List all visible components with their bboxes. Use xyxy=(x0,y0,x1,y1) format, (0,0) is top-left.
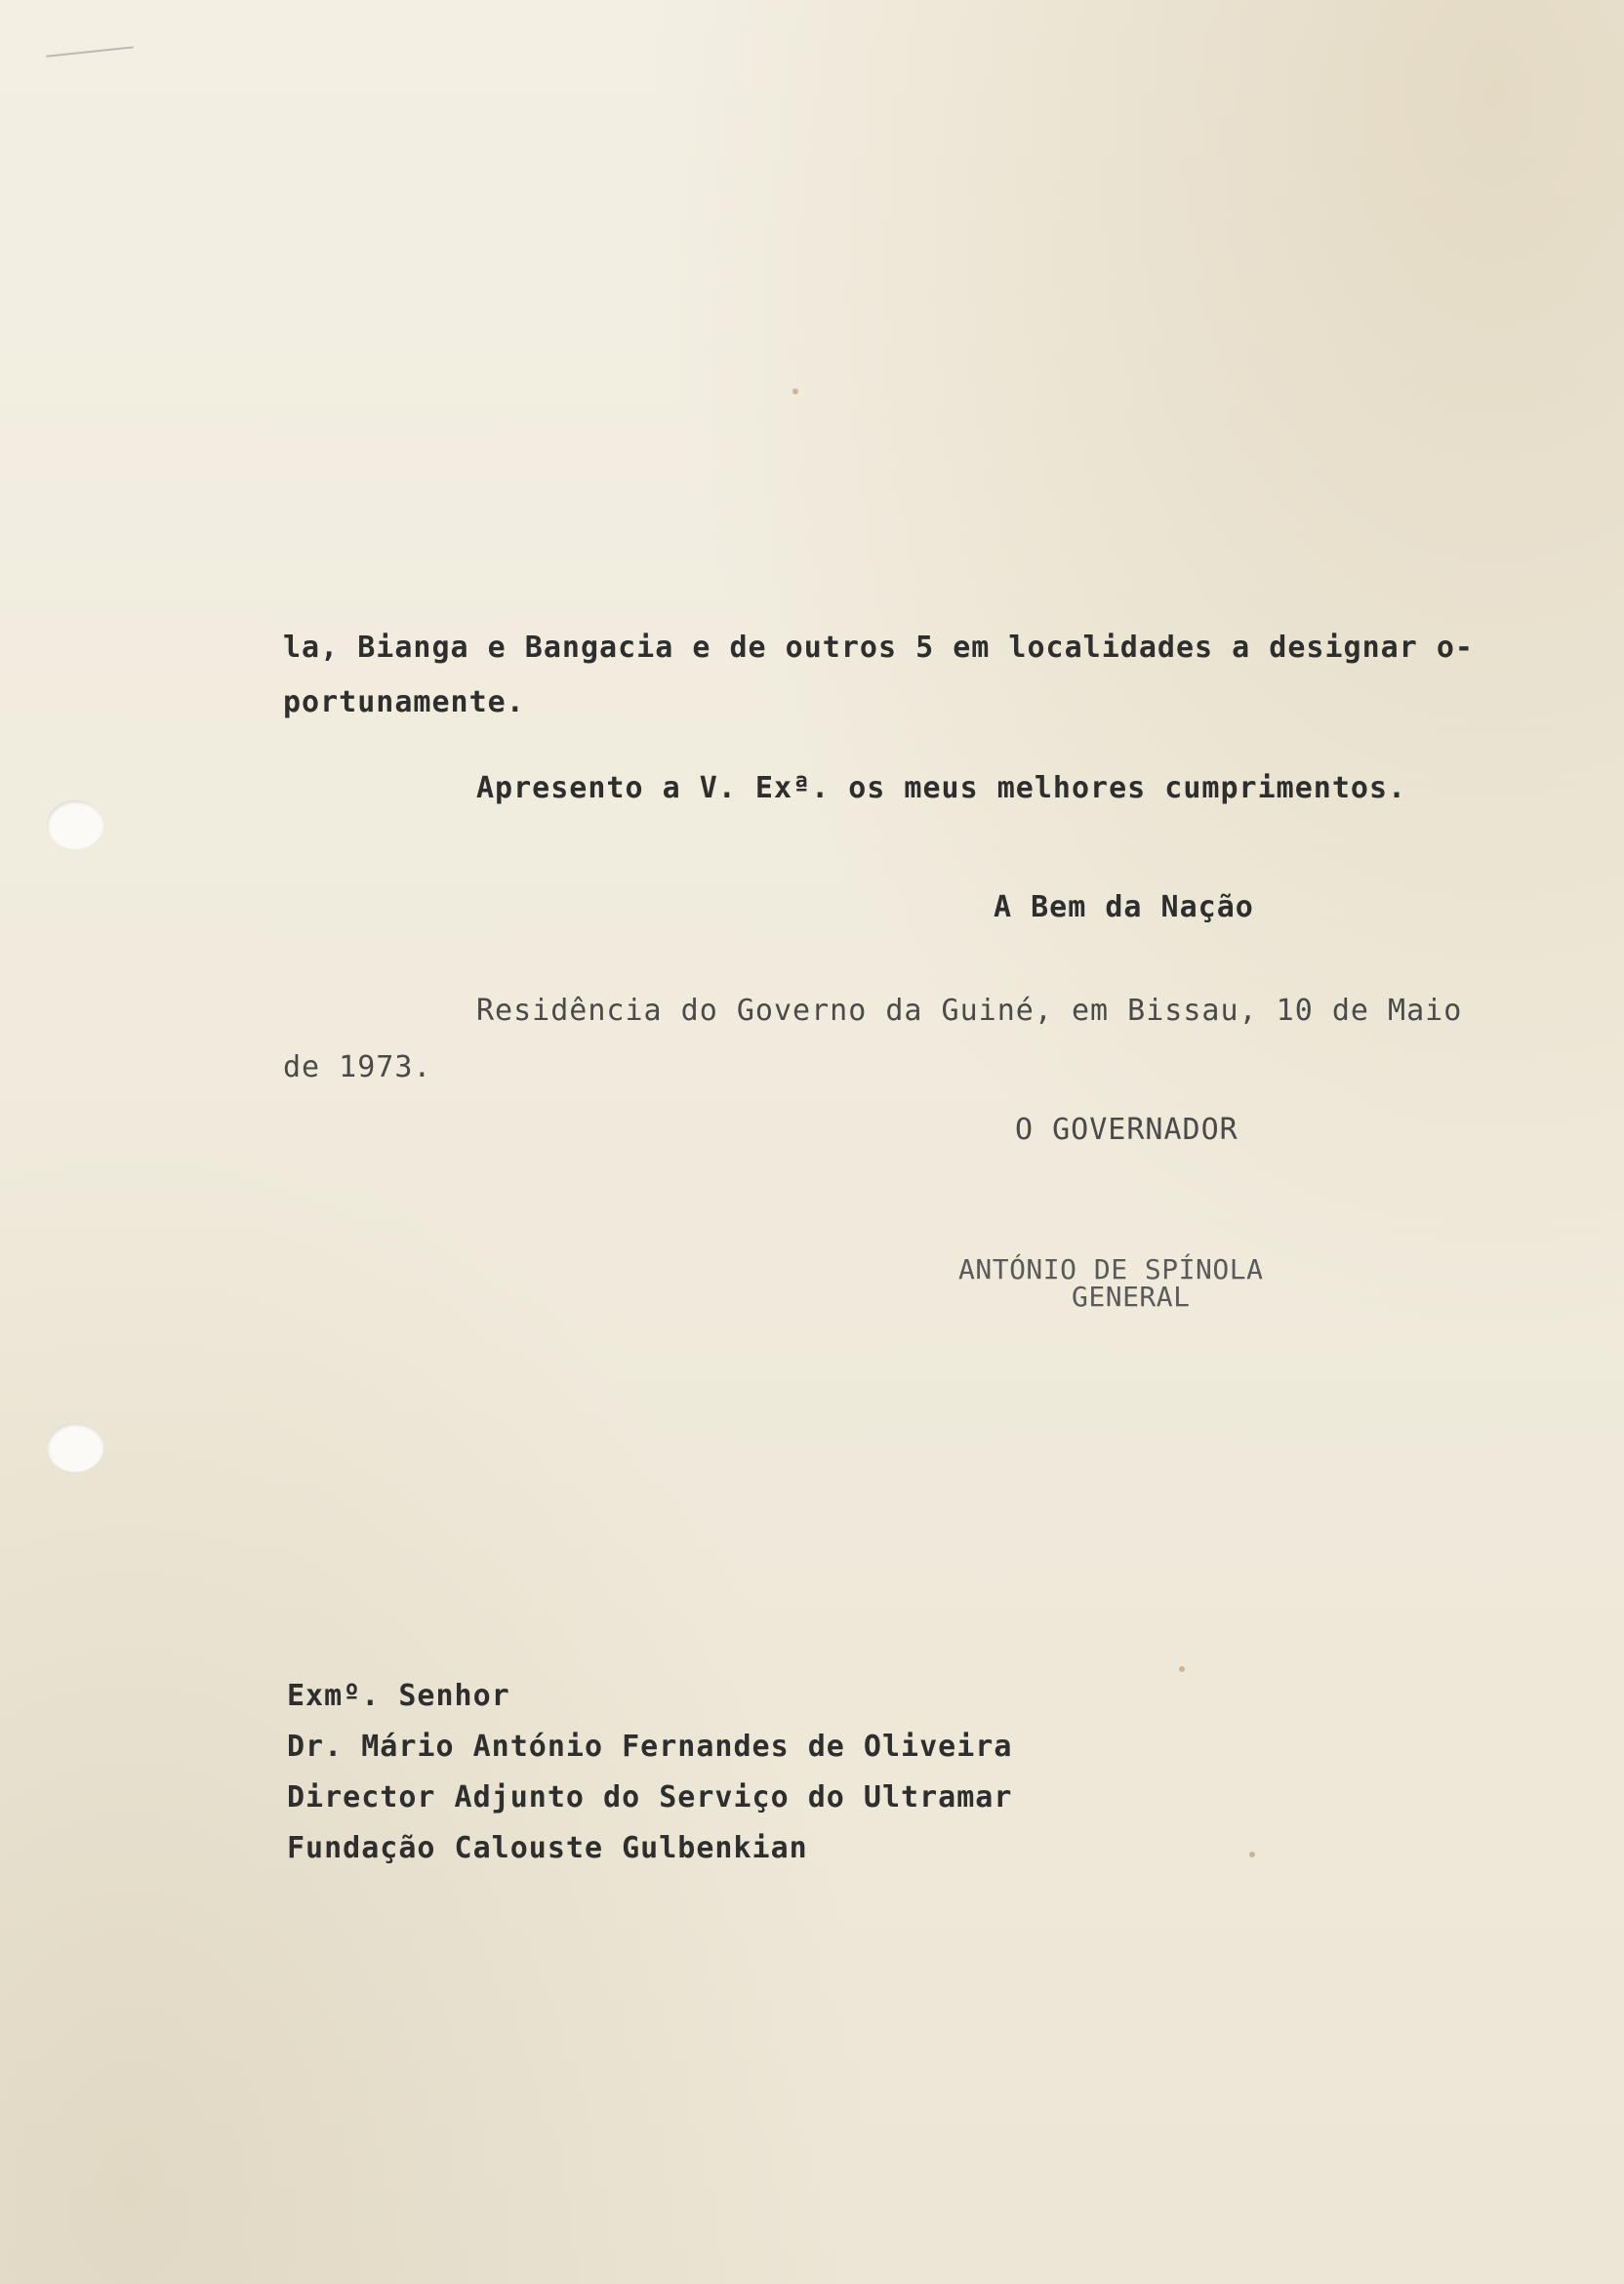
paper-mark xyxy=(46,46,136,74)
motto: A Bem da Nação xyxy=(994,890,1254,924)
paper-speck xyxy=(792,388,798,394)
place-date-line-2: de 1973. xyxy=(283,1050,432,1084)
paper-speck xyxy=(1249,1852,1255,1857)
body-line-1: la, Bianga e Bangacia e de outros 5 em localidades a designar o- xyxy=(283,631,1474,665)
punch-hole-bottom xyxy=(47,1423,103,1472)
signatory-title: O GOVERNADOR xyxy=(1015,1113,1238,1147)
recipient-organization: Fundação Calouste Gulbenkian xyxy=(287,1831,808,1865)
closing-greeting: Apresento a V. Exª. os meus melhores cumprimentos. xyxy=(476,771,1407,805)
place-date-line-1: Residência do Governo da Guiné, em Bissau, 10 de Maio xyxy=(476,994,1463,1028)
signature-stamp-name: ANTÓNIO DE SPÍNOLA xyxy=(958,1253,1264,1285)
recipient-name: Dr. Mário António Fernandes de Oliveira xyxy=(287,1730,1013,1764)
body-line-2: portunamente. xyxy=(283,685,525,719)
recipient-salutation: Exmº. Senhor xyxy=(287,1679,510,1713)
signature-stamp-rank: GENERAL xyxy=(1072,1281,1191,1313)
paper-speck xyxy=(1179,1666,1185,1672)
punch-hole-top xyxy=(47,800,103,849)
recipient-position: Director Adjunto do Serviço do Ultramar xyxy=(287,1780,1013,1815)
